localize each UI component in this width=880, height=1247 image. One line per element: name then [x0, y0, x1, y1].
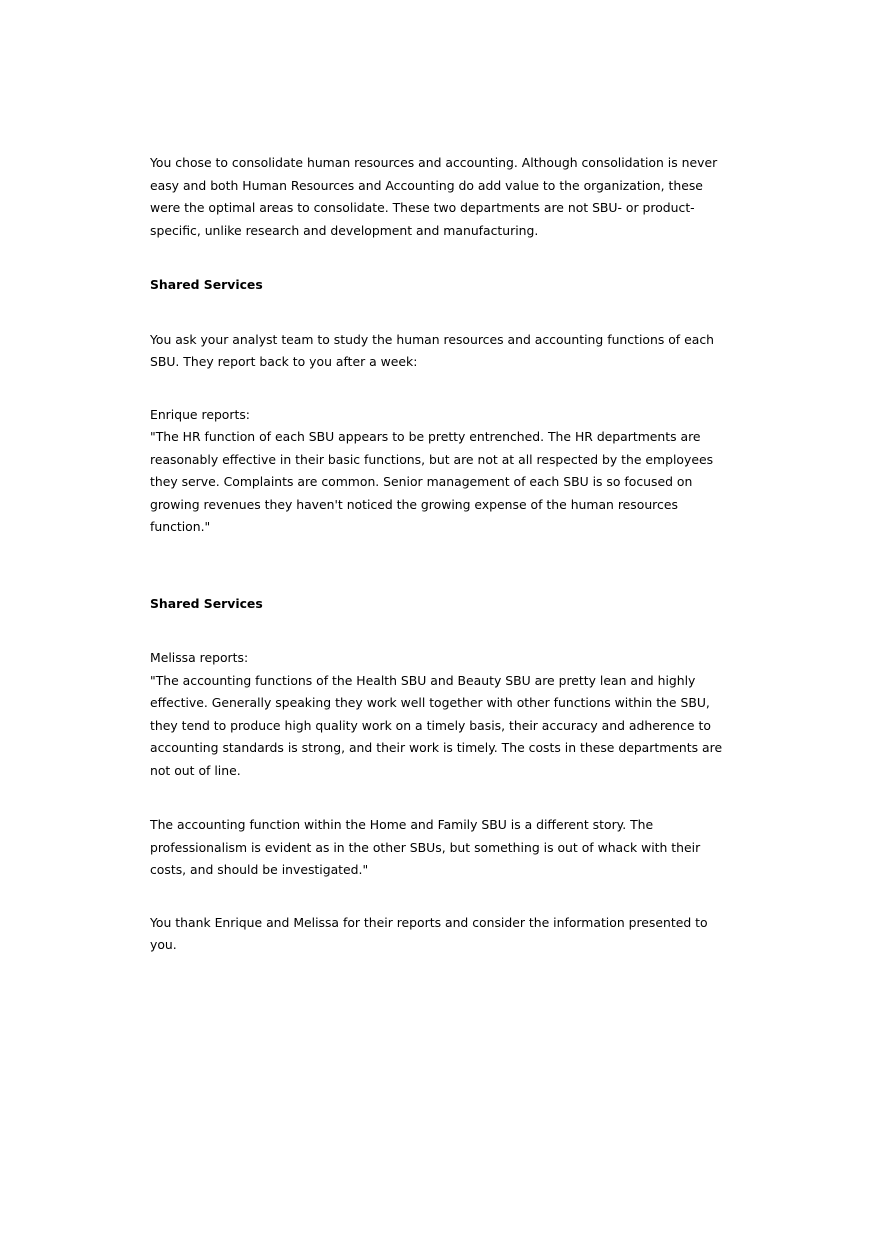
section-heading-shared-services: Shared Services [150, 277, 263, 292]
melissa-quote: "The accounting functions of the Health SBU and Beauty SBU are pretty lean and highly effective. Generally speaking they work well together with other functions within the SBU, they tend to produce high quality work on a timely basis, their accuracy and adherence to accounting standards is strong, and their work is timely. The costs in these departments are not out of line. [150, 672, 723, 778]
closing-paragraph: You thank Enrique and Melissa for their reports and consider the information presented to you. [150, 914, 708, 952]
melissa-label: Melissa reports: [150, 650, 249, 665]
document-body [150, 152, 732, 957]
enrique-label: Enrique reports: [150, 406, 250, 422]
analyst-team-paragraph: You ask your analyst team to study the human resources and accounting functions of each SBU. They report back to you after a week: [150, 331, 714, 369]
section-heading-shared-services-2: Shared Services [150, 595, 263, 611]
enrique-quote: "The HR function of each SBU appears to be pretty entrenched. The HR departments are reasonably effective in their basic functions, but are not at all respected by the employees they serve. Complaints are common. Senior management of each SBU is so focused on growing revenues they haven't noticed the growing expense of the human resources function." [150, 429, 714, 534]
intro-paragraph: You chose to consolidate human resources and accounting. Although consolidation is never easy and both Human Resources and Accounting do add value to the organization, these were the optimal areas to consolidate. These two departments are not SBU- or product-specific, unlike research and development and manufacturing. [150, 155, 718, 238]
melissa-quote-continued: The accounting function within the Home and Family SBU is a different story. The professionalism is evident as in the other SBUs, but something is out of whack with their costs, and should be investigated." [150, 817, 701, 877]
